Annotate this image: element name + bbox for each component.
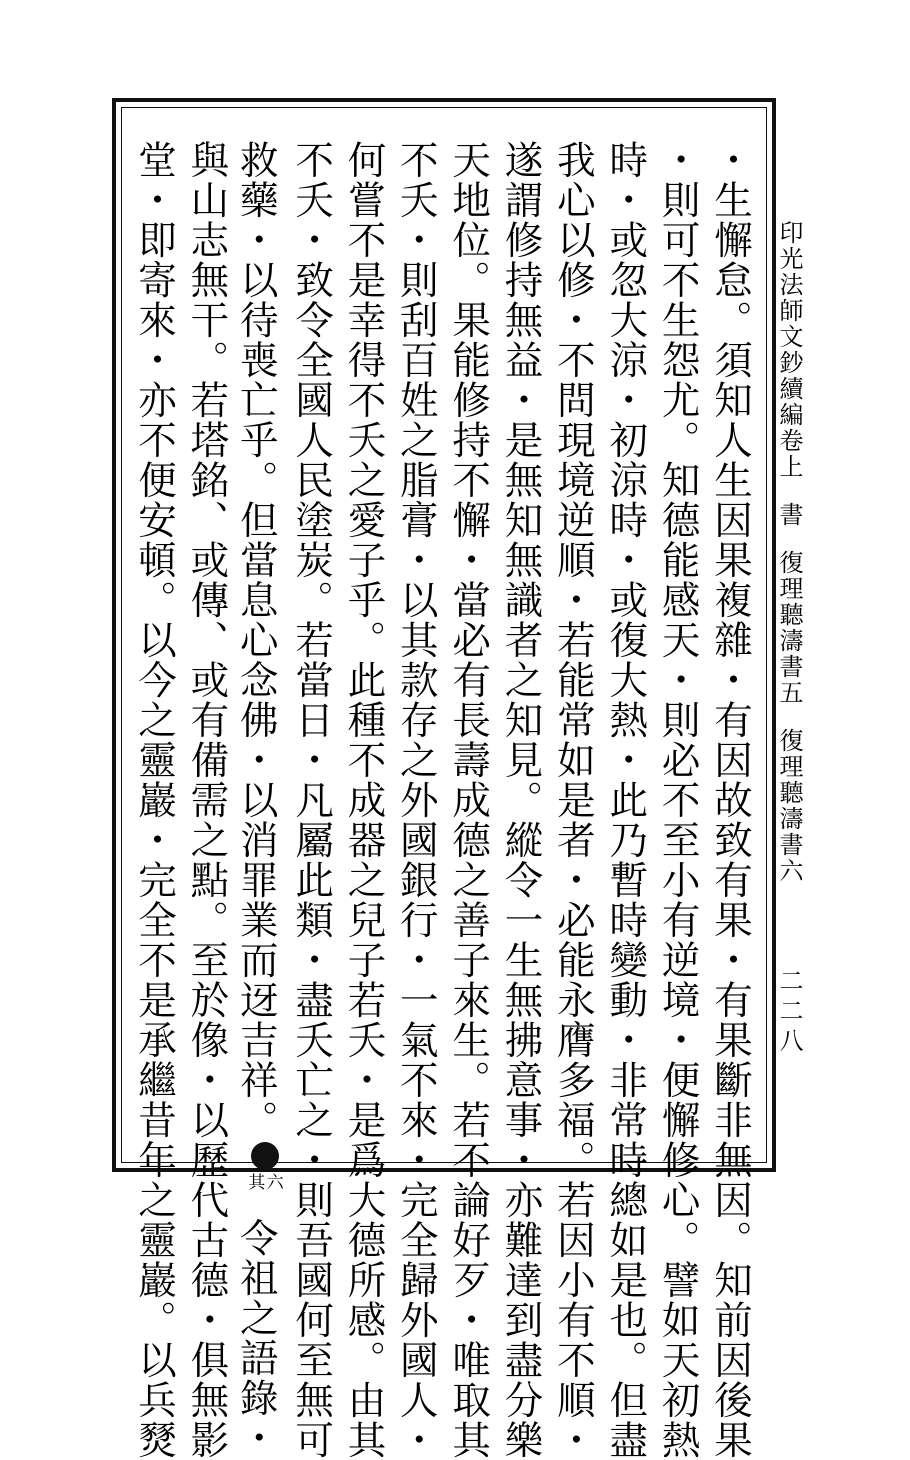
text-column-6: 天地位。果能修持不懈・當必有長壽成德之善子來生。若不論好歹・唯取其 bbox=[446, 140, 492, 1460]
page-number: 二二八 bbox=[775, 968, 803, 1058]
text-column-12: 堂・即寄來・亦不便安頓。以今之靈巖・完全不是承繼昔年之靈巖。以兵燹 bbox=[132, 140, 177, 1460]
text-column-9: 不夭・致令全國人民塗炭。若當日・凡屬此類・盡夭亡之・則吾國何至無可 bbox=[289, 140, 335, 1460]
text-column-7: 不夭・則刮百姓之脂膏・以其款存之外國銀行・一氣不來・完全歸外國人・ bbox=[393, 140, 439, 1460]
text-column-5: 遂謂修持無益・是無知無識者之知見。縱令一生無拂意事・亦難達到盡分樂 bbox=[498, 140, 544, 1460]
running-header bbox=[774, 220, 804, 884]
section-marker-note: 其六 bbox=[248, 1173, 286, 1193]
text-column-8: 何嘗不是幸得不夭之愛子乎。此種不成器之兒子若夭・是爲大德所感。由其 bbox=[341, 140, 387, 1460]
text-column-10-main: 救藥・以待喪亡乎。但當息心念佛・以消罪業而迓吉祥。 bbox=[233, 140, 279, 1140]
header-book-title: 印光法師文鈔續編卷上 bbox=[775, 220, 803, 480]
text-column-4: 我心以修・不問現境逆順・若能常如是者・必能永膺多福。若因小有不順・ bbox=[550, 140, 596, 1460]
filled-circle-icon bbox=[251, 1142, 279, 1170]
header-letter-1: 復理聽濤書五 bbox=[775, 550, 803, 706]
section-marker bbox=[247, 1140, 285, 1218]
header-section: 書 bbox=[775, 502, 803, 528]
text-column-1: ・生懈怠。須知人生因果複雜・有因故致有果・有果斷非無因。知前因後果 bbox=[707, 140, 753, 1460]
text-column-10-tail: 令祖之語錄・ bbox=[233, 1218, 279, 1458]
text-column-2: ・則可不生怨尤。知德能感天・則必不至小有逆境・便懈修心。譬如天初熱 bbox=[655, 140, 701, 1460]
text-body bbox=[128, 140, 756, 1460]
text-column-10 bbox=[233, 140, 286, 1458]
text-column-11: 與山志無干。若塔銘、或傳、或有備需之點。至於像・以歷代古德・俱無影 bbox=[184, 140, 230, 1460]
text-column-3: 時・或忽大涼・初涼時・或復大熱・此乃暫時變動・非常時總如是也。但盡 bbox=[603, 140, 649, 1460]
header-letter-2: 復理聽濤書六 bbox=[775, 728, 803, 884]
